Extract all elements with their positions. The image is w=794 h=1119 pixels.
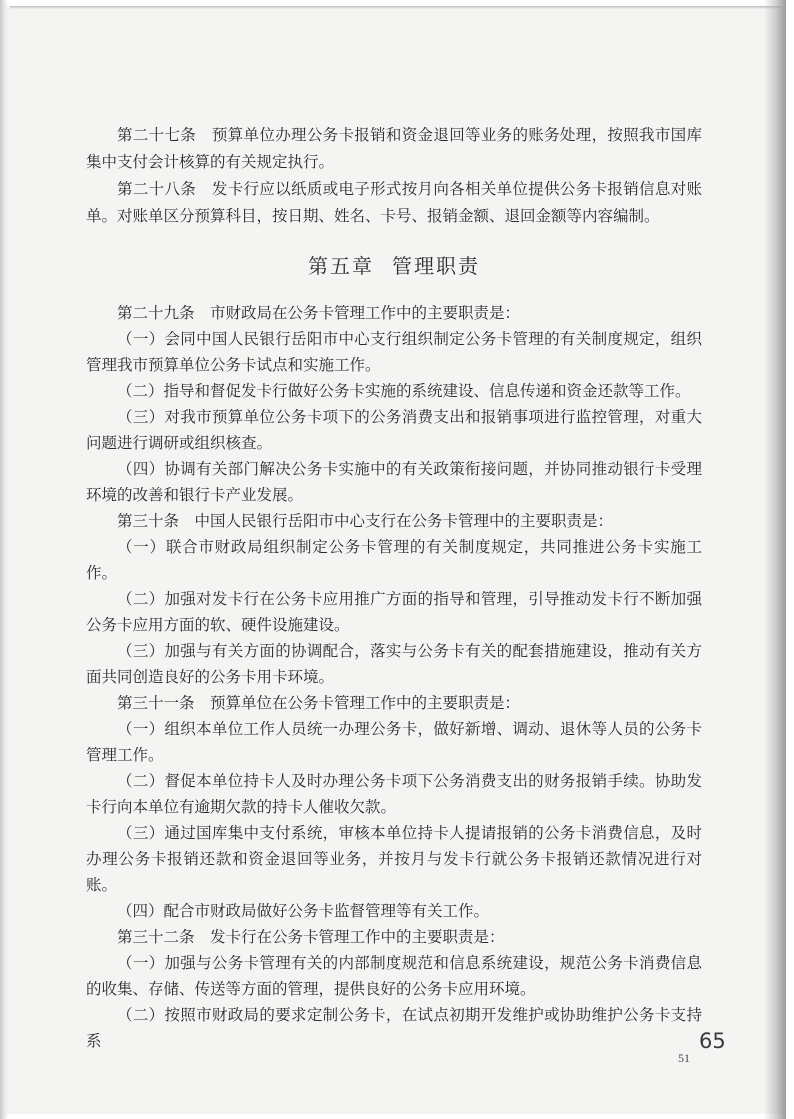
article-27: 第二十七条 预算单位办理公务卡报销和资金退回等业务的账务处理，按照我市国库集中支付会计核算的有关规定执行。 [86,126,702,171]
article-29-item-1: （一）会同中国人民银行岳阳市中心支行组织制定公务卡管理的有关制度规定，组织管理我市预算单位公务卡试点和实施工作。 [86,330,702,374]
article-31-item-3: （三）通过国库集中支付系统，审核本单位持卡人提请报销的公务卡消费信息，及时办理公务卡报销还款和资金退回等业务，并按月与发卡行就公务卡报销还款情况进行对账。 [86,824,702,894]
article-31-item-1: （一）组织本单位工作人员统一办理公务卡，做好新增、调动、退休等人员的公务卡管理工作。 [86,720,702,764]
document-body [86,122,702,1054]
article-29-item-4: （四）协调有关部门解决公务卡实施中的有关政策衔接问题，并协同推动银行卡受理环境的改善和银行卡产业发展。 [86,460,702,504]
article-29-item-2: （二）指导和督促发卡行做好公务卡实施的系统建设、信息传递和资金还款等工作。 [117,382,691,400]
article-32: 第三十二条 发卡行在公务卡管理工作中的主要职责是： [117,928,505,946]
article-30: 第三十条 中国人民银行岳阳市中心支行在公务卡管理中的主要职责是： [117,512,614,530]
article-29-item-3: （三）对我市预算单位公务卡项下的公务消费支出和报销事项进行监控管理，对重大问题进行调研或组织核查。 [86,408,702,452]
article-30-item-2: （二）加强对发卡行在公务卡应用推广方面的指导和管理，引导推动发卡行不断加强公务卡应用方面的软、硬件设施建设。 [86,590,702,634]
article-30-item-3: （三）加强与有关方面的协调配合，落实与公务卡有关的配套措施建设，推动有关方面共同创造良好的公务卡用卡环境。 [86,642,702,686]
article-31-item-2: （二）督促本单位持卡人及时办理公务卡项下公务消费支出的财务报销手续。协助发卡行向本单位有逾期欠款的持卡人催收欠款。 [86,772,702,816]
chapter-title: 管理职责 [392,254,480,278]
article-32-item-2: （二）按照市财政局的要求定制公务卡，在试点初期开发维护或协助维护公务卡支持系 [86,1006,702,1050]
article-32-item-1: （一）加强与公务卡管理有关的内部制度规范和信息系统建设，规范公务卡消费信息的收集、存储、传送等方面的管理，提供良好的公务卡应用环境。 [86,954,702,998]
scan-shadow-right [764,0,786,1119]
chapter-heading [86,246,702,286]
article-31: 第三十一条 预算单位在公务卡管理工作中的主要职责是： [117,694,521,712]
scan-shadow-top [10,6,780,9]
article-30-item-1: （一）联合市财政局组织制定公务卡管理的有关制度规定，共同推进公务卡实施工作。 [86,538,702,582]
scan-shadow-left [0,0,8,1119]
article-31-item-4: （四）配合市财政局做好公务卡监督管理等有关工作。 [117,902,490,920]
article-29: 第二十九条 市财政局在公务卡管理工作中的主要职责是： [117,304,521,322]
page-number: 65 [699,1029,726,1053]
article-28: 第二十八条 发卡行应以纸质或电子形式按月向各相关单位提供公务卡报销信息对账单。对账单区分预算科目，按日期、姓名、卡号、报销金额、退回金额等内容编制。 [86,180,702,225]
chapter-number: 第五章 [308,254,374,278]
original-page-number: 51 [678,1051,690,1065]
